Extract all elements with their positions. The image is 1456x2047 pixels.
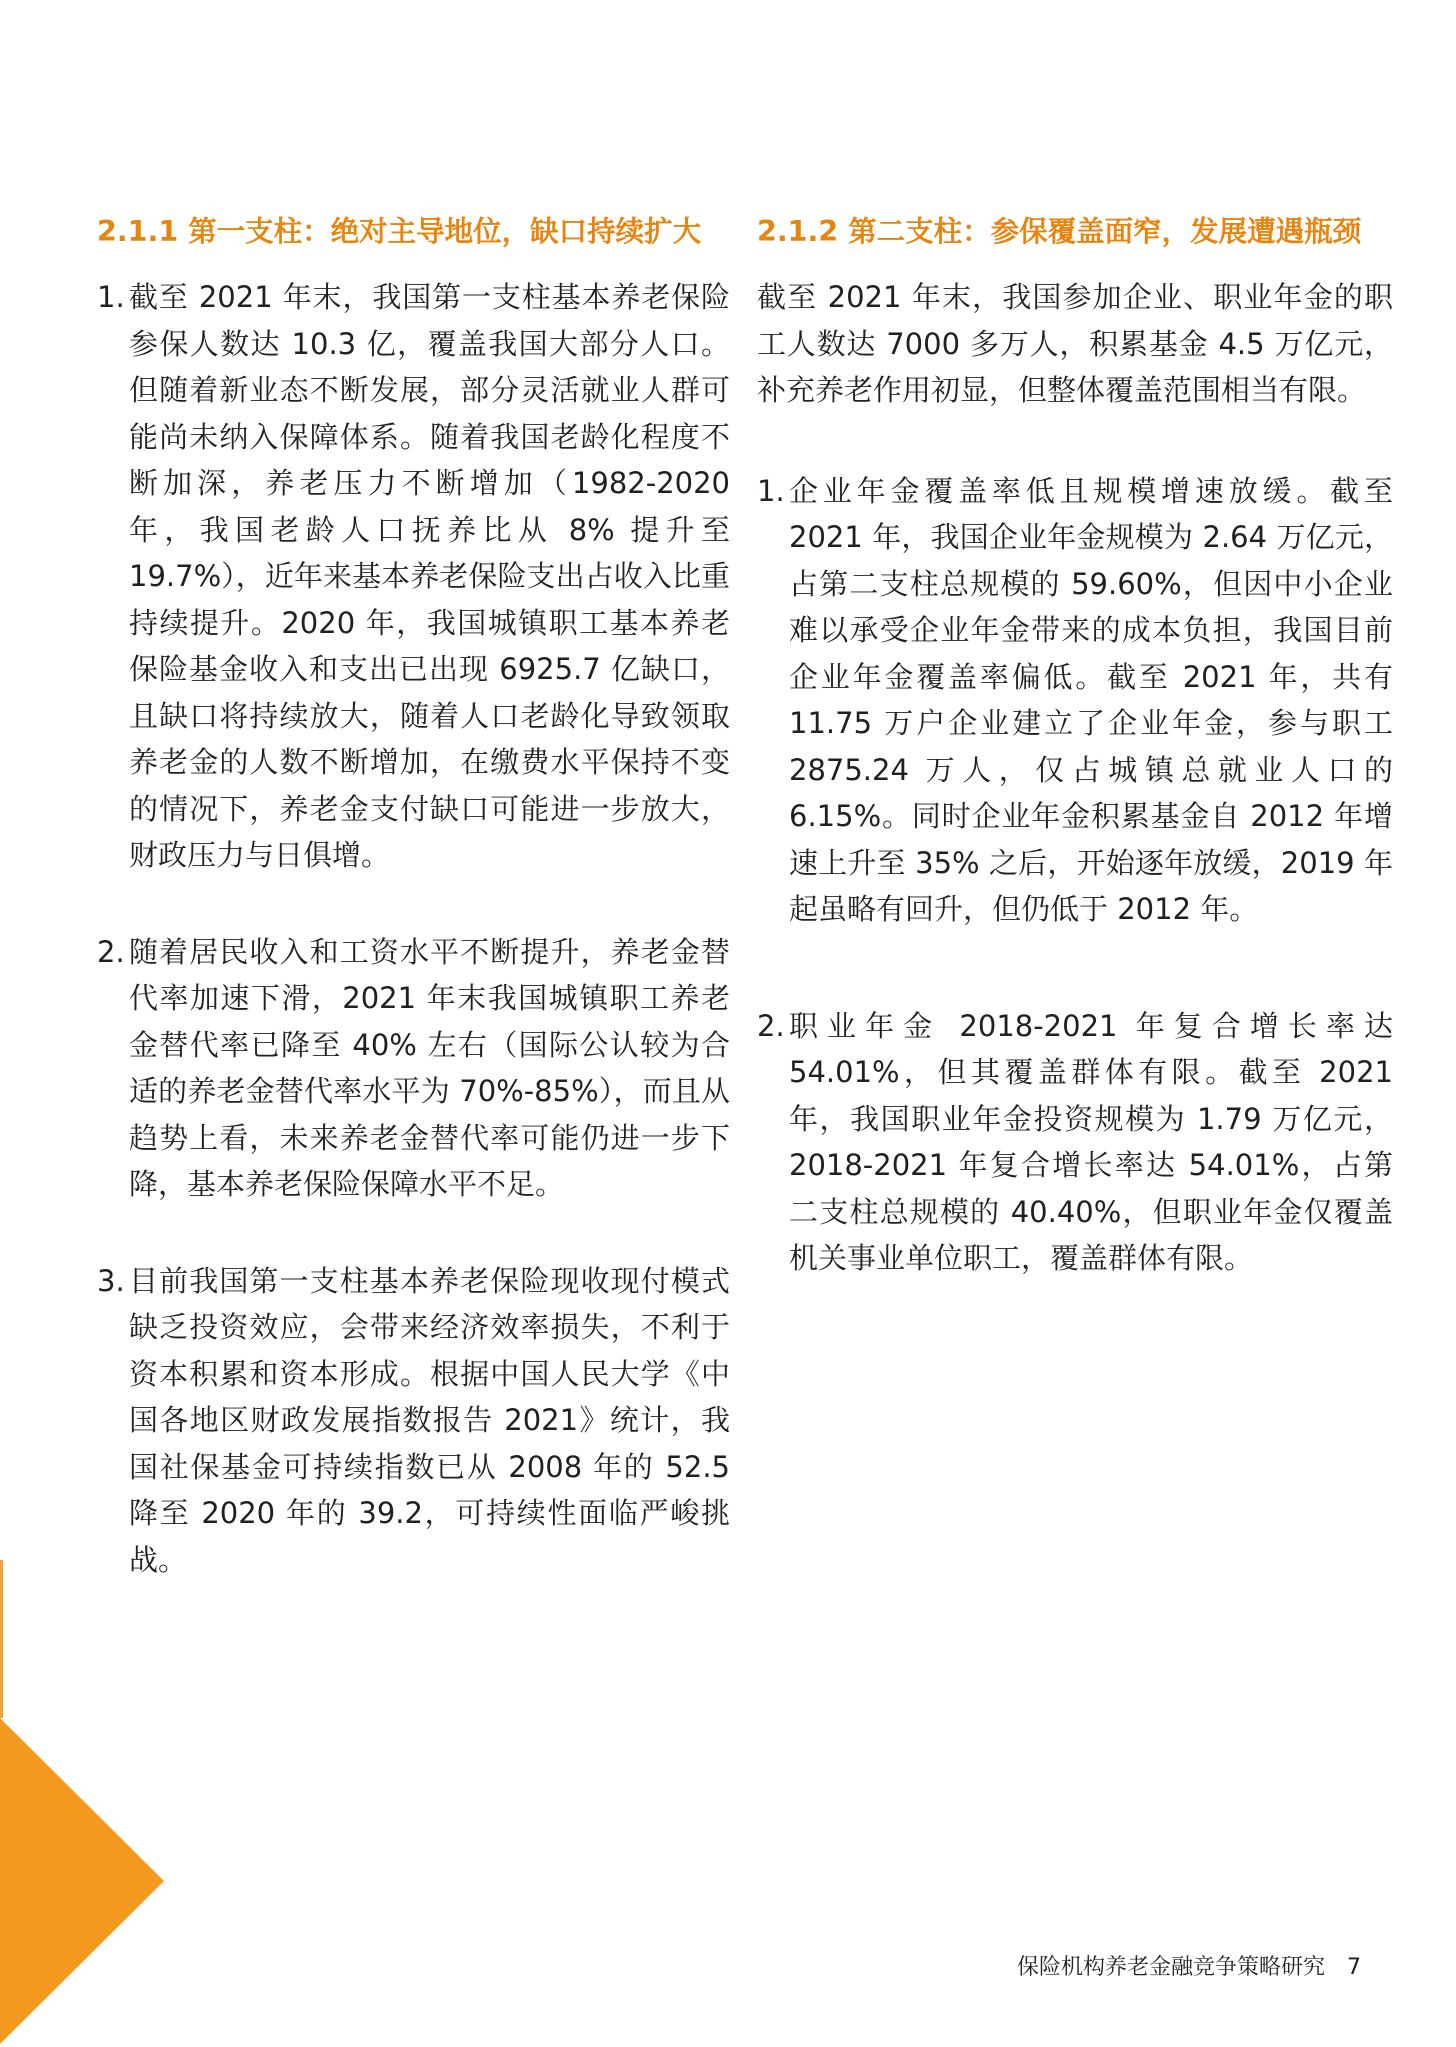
list-number: 1. xyxy=(97,280,125,314)
second-pillar-points xyxy=(757,468,1393,1282)
list-item xyxy=(757,1003,1393,1282)
section-title-second-pillar: 2.1.2 第二支柱：参保覆盖面窄，发展遭遇瓶颈 xyxy=(757,215,1362,248)
second-pillar-intro: 截至 2021 年末，我国参加企业、职业年金的职工人数达 7000 多万人，积累基金 4.5 万亿元，补充养老作用初显，但整体覆盖范围相当有限。 xyxy=(757,280,1393,407)
list-item xyxy=(97,1258,730,1584)
decorative-orange-triangle xyxy=(0,1718,164,2044)
left-column xyxy=(97,212,730,1633)
list-item xyxy=(97,274,730,879)
list-item xyxy=(97,929,730,1208)
list-number: 2. xyxy=(97,934,125,969)
page-number: 7 xyxy=(1347,1955,1361,1980)
first-pillar-points xyxy=(97,274,730,1583)
page-footer xyxy=(1017,1953,1361,1983)
list-item-text: 随着居民收入和工资水平不断提升，养老金替代率加速下滑，2021 年末我国城镇职工养老金替代率已降至 40% 左右（国际公认较为合适的养老金替代率水平为 70%-85%），而且从趋势上看，未来养老金替代率可能仍进一步下降，基本养老保险保障水平不足。 xyxy=(129,934,730,1201)
list-item-text: 企业年金覆盖率低且规模增速放缓。截至 2021 年，我国企业年金规模为 2.64 万亿元，占第二支柱总规模的 59.60%，但因中小企业难以承受企业年金带来的成本负担，我国目前企业年金覆盖率偏低。截至 2021 年，共有 11.75 万户企业建立了企业年金，参与职工 2875.24 万人，仅占城镇总就业人口的 6.15%。同时企业年金积累基金自 2012 年增速上升至 35% 之后，开始逐年放缓，2019 年起虽略有回升，但仍低于 2012 年。 xyxy=(789,473,1393,926)
list-number: 1. xyxy=(757,473,785,508)
list-number: 2. xyxy=(757,1008,785,1043)
footer-document-title: 保险机构养老金融竞争策略研究 xyxy=(1016,1955,1325,1980)
list-item-text: 目前我国第一支柱基本养老保险现收现付模式缺乏投资效应，会带来经济效率损失，不利于资本积累和资本形成。根据中国人民大学《中国各地区财政发展指数报告 2021》统计，我国社保基金可持续指数已从 2008 年的 52.5 降至 2020 年的 39.2，可持续性面临严峻挑战。 xyxy=(129,1263,730,1577)
decorative-side-strip xyxy=(0,1560,3,1718)
right-column xyxy=(757,212,1393,1352)
list-number: 3. xyxy=(97,1263,125,1298)
list-item xyxy=(757,468,1393,933)
list-item-text: 截至 2021 年末，我国第一支柱基本养老保险参保人数达 10.3 亿，覆盖我国大部分人口。但随着新业态不断发展，部分灵活就业人群可能尚未纳入保障体系。随着我国老龄化程度不断加深，养老压力不断增加（1982-2020 年，我国老龄人口抚养比从 8% 提升至 19.7%），近年来基本养老保险支出占收入比重持续提升。2020 年，我国城镇职工基本养老保险基金收入和支出已出现 6925.7 亿缺口，且缺口将持续放大，随着人口老龄化导致领取养老金的人数不断增加，在缴费水平保持不变的情况下，养老金支付缺口可能进一步放大，财政压力与日俱增。 xyxy=(129,280,730,872)
list-item-text: 职业年金 2018-2021 年复合增长率达 54.01%，但其覆盖群体有限。截至 2021 年，我国职业年金投资规模为 1.79 万亿元，2018-2021 年复合增长率达 54.01%，占第二支柱总规模的 40.40%，但职业年金仅覆盖机关事业单位职工，覆盖群体有限。 xyxy=(789,1008,1393,1275)
section-title-first-pillar: 2.1.1 第一支柱：绝对主导地位，缺口持续扩大 xyxy=(97,215,702,248)
